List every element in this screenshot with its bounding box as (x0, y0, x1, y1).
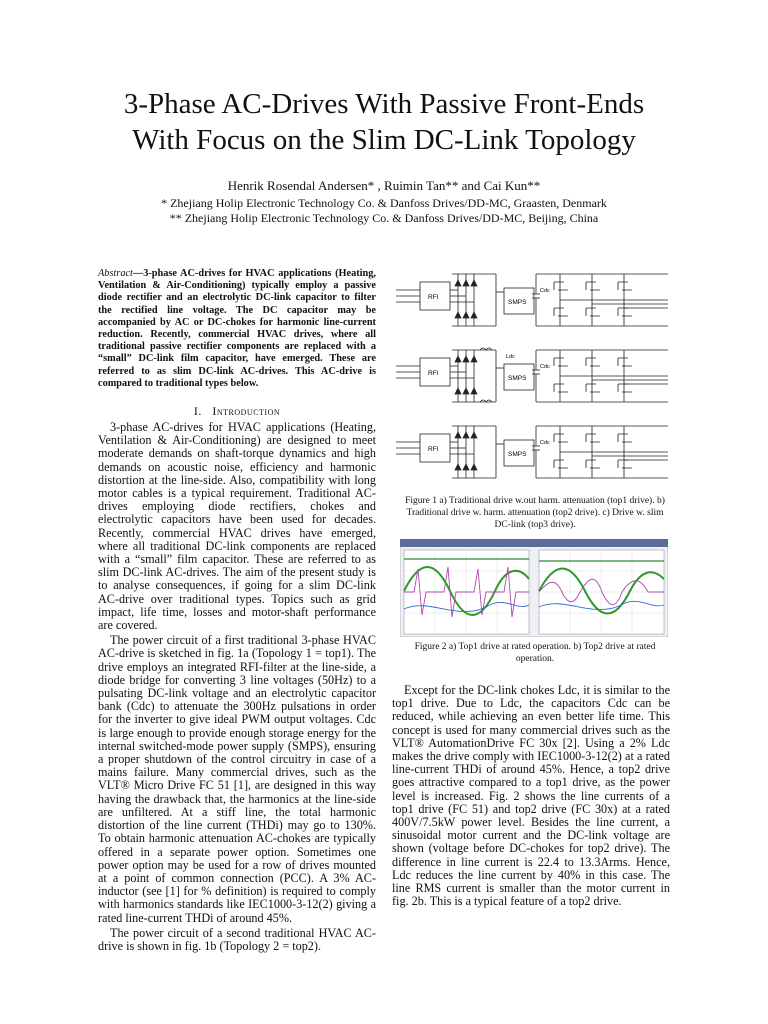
affiliation-1: * Zhejiang Holip Electronic Technology Co. & Danfoss Drives/DD-MC, Graasten, Denmark (161, 196, 607, 210)
abstract-lead: Abstract (98, 268, 133, 279)
cdc-label: Cdc (540, 440, 550, 446)
rfi-label: RFI (428, 370, 439, 377)
rfi-label: RFI (428, 446, 439, 453)
smps-label: SMPS (508, 299, 527, 306)
right-paragraph-1: Except for the DC-link chokes Ldc, it is similar to the top1 drive. Due to Ldc, the capacitors Cdc can be reduced, while achieving an even better life time. This concept is used for many commercial drives such as the VLT® AutomationDrive FC 30x [2]. Using a 2% Ldc makes the drive comply with IEC1000-3-12(2) at a rated line-current THDi of around 45%. Hence, a top2 drive goes attractive compared to a top1 drive, as the power level is increased. Fig. 2 shows the line currents of a top1 drive (FC 51) and top2 drive (FC 30x) at a rated 400V/7.5kW power level. Besides the line current, a sinusoidal motor current and the DC-link voltage are shown (voltage before DC-chokes for top2 drive). The difference in line current is 22.4 to 13.3Arms. Hence, Ldc reduces the line current by 40% in this case. The line RMS current is smaller than the motor current in fig. 2b. This is a typical feature of a top2 drive. (392, 683, 670, 909)
smps-label: SMPS (508, 375, 527, 382)
section-number: I. (193, 404, 202, 418)
paper-title (40, 86, 728, 158)
cdc-label: Cdc (540, 288, 550, 294)
abstract-text: —3-phase AC-drives for HVAC applications (Heating, Ventilation & Air-Conditioning) typically employ a passive diode rectifier and an electrolytic DC-link capacitor to filter the rectified line voltage. The DC capacitor may be accompanied by AC or DC-chokes for harmonic line-current reduction. Recently, commercial HVAC drives, where all traditional passive rectifier components are replaced with a “small” DC-link film capacitor, have emerged. These are referred to as slim DC-link AC-drives. This AC-drive is compared to traditional types below. (98, 268, 376, 389)
figure1-caption: Figure 1 a) Traditional drive w.out harm. attenuation (top1 drive). b) Traditional drive w. harm. attenuation (top2 drive). c) Drive w. slim DC-link (top3 drive). (405, 496, 665, 530)
right-column (392, 684, 670, 910)
authors: Henrik Rosendal Andersen* , Ruimin Tan** and Cai Kun** (227, 178, 541, 193)
smps-label: SMPS (508, 451, 527, 458)
section-name: Introduction (212, 404, 281, 418)
intro-paragraph-1: 3-phase AC-drives for HVAC applications (Heating, Ventilation & Air-Conditioning) are designed to meet moderate demands on shaft-torque dynamics and high demands on acoustic noise, efficiency and harmonic distortion at the line-side. Also, compatibility with long motor cables is a typical requirement. Traditional AC-drives employing diode rectifiers, chokes and electrolytic capacitors have been used for decades. Recently, commercial HVAC drives have emerged, where all traditional DC-link components are replaced with a “small” film capacitor. These are referred to as slim DC-link AC-drives. The aim of the present study is to analyse consequences, if going for a slim DC-link AC-drive over traditional types. Topics such as grid impact, life time, losses and motor-shaft performance are covered. (98, 420, 376, 633)
figure2-caption: Figure 2 a) Top1 drive at rated operation. b) Top2 drive at rated operation. (414, 642, 656, 664)
abstract (98, 268, 376, 390)
section-heading (98, 404, 376, 419)
title-line-2: With Focus on the Slim DC-Link Topology (132, 124, 636, 156)
intro-paragraph-3: The power circuit of a second traditional HVAC AC-drive is shown in fig. 1b (Topology 2 = top2). (98, 925, 376, 953)
intro-paragraph-2: The power circuit of a first traditional 3-phase HVAC AC-drive is sketched in fig. 1a (Topology 1 = top1). The drive employs an integrated RFI-filter at the line-side, a diode bridge for converting 3 line voltages (50Hz) to a pulsating DC-link voltage and an electrolytic capacitor bank (Cdc) to attenuate the 300Hz pulsations in order for the inverter to give ideal PWM output voltages. Cdc is large enough to provide enough storage energy for the internal switched-mode power supply (SMPS), ensuring a proper shutdown of the control circuitry in case of a mains failure. Many commercial drives, such as the VLT® Micro Drive FC 51 [1], are designed in this way having the drawback that, the harmonics at the line-side are unfiltered. At a stiff line, the total harmonic distortion of the line current (THDi) may go to 130%. To obtain harmonic attenuation AC-chokes are typically offered in a separate power option. Sometimes one power option may be used for a row of drives mounted at a point of common connection (PCC). A 3% AC-inductor (see [1] for % definition) is required to comply with harmonics standards like IEC1000-3-12(2) giving a rated line-current THDi of around 45%. (98, 633, 376, 925)
ldc-label: Ldc (506, 354, 515, 360)
title-line-1: 3-Phase AC-Drives With Passive Front-Ends (123, 88, 645, 120)
left-column (98, 421, 376, 955)
figure1-circuits (396, 268, 672, 490)
affiliation-2: ** Zhejiang Holip Electronic Technology Co. & Danfoss Drives/DD-MC, Beijing, China (169, 211, 599, 225)
figure2-scope (400, 539, 668, 637)
cdc-label: Cdc (540, 364, 550, 370)
rfi-label: RFI (428, 294, 439, 301)
